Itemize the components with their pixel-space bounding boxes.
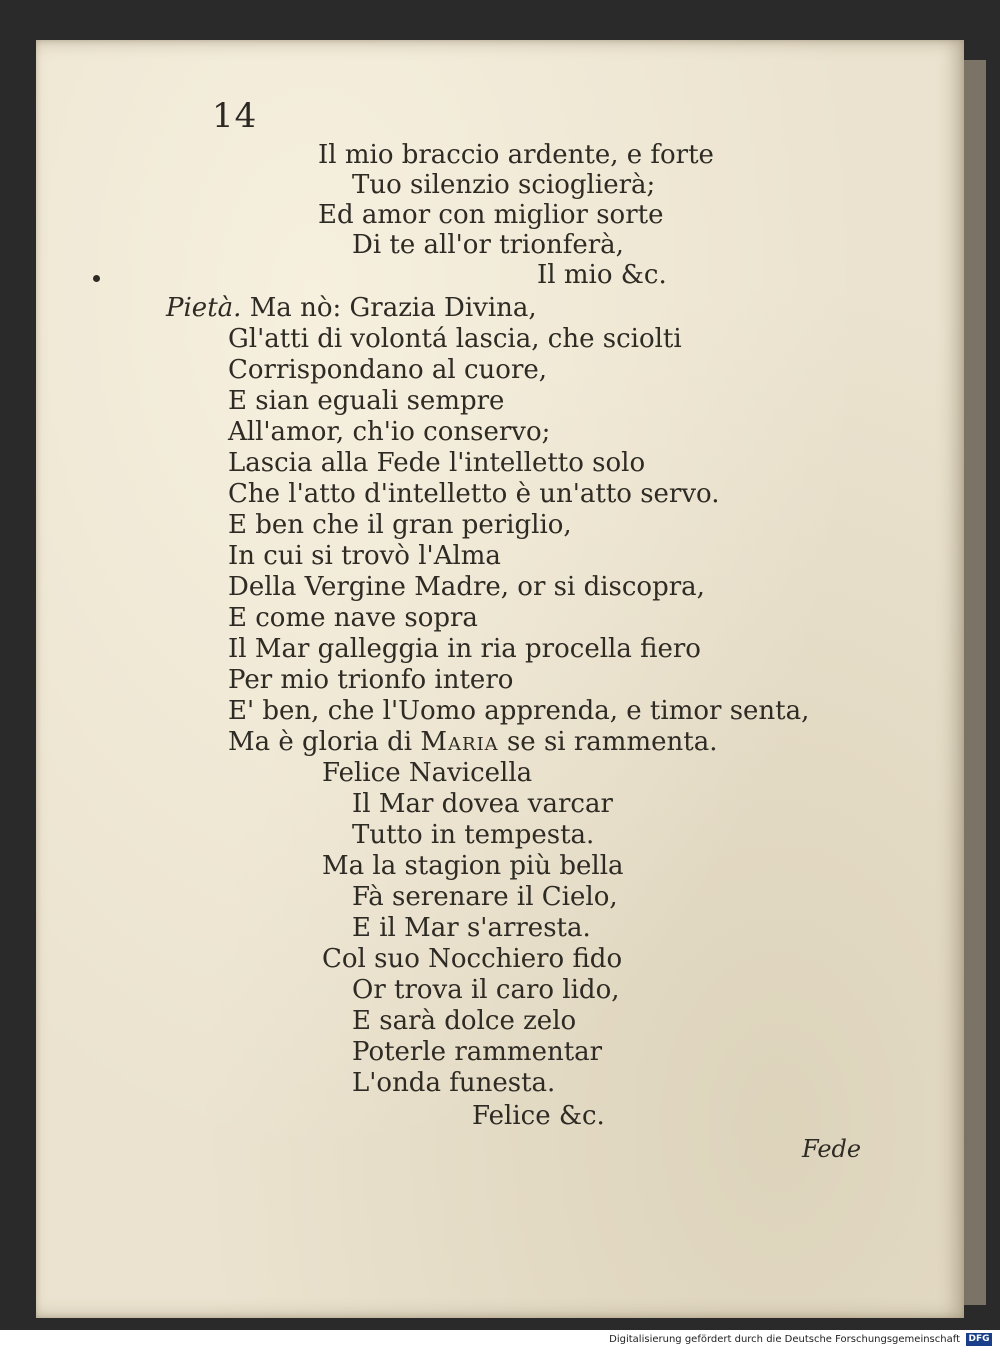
verse-text: Ma è gloria di xyxy=(228,727,413,757)
verse-line: Gl'atti di volontá lascia, che sciolti xyxy=(228,324,682,354)
next-page-edge xyxy=(964,60,986,1305)
ink-mark xyxy=(93,275,100,282)
verse-line: E ben che il gran periglio, xyxy=(228,510,572,540)
verse-line: Il mio &c. xyxy=(537,260,667,290)
aria-line: Il Mar dovea varcar xyxy=(352,789,613,819)
aria-line: Poterle rammentar xyxy=(352,1037,603,1067)
verse-line: Che l'atto d'intelletto è un'atto servo. xyxy=(228,479,720,509)
verse-line xyxy=(228,727,717,757)
aria-line: L'onda funesta. xyxy=(352,1068,556,1098)
aria-line: Col suo Nocchiero fido xyxy=(322,944,623,974)
verse-line: E come nave sopra xyxy=(228,603,478,633)
verse-line: Ed amor con miglior sorte xyxy=(318,200,664,230)
aria-line: E sarà dolce zelo xyxy=(352,1006,577,1036)
dfg-logo: DFG xyxy=(966,1333,992,1346)
aria-line: Felice Navicella xyxy=(322,758,533,788)
verse-line: E sian eguali sempre xyxy=(228,386,505,416)
verse-line: Di te all'or trionferà, xyxy=(352,230,624,260)
aria-line: Felice &c. xyxy=(472,1101,605,1131)
verse-line: Lascia alla Fede l'intelletto solo xyxy=(228,448,646,478)
verse-line: Della Vergine Madre, or si discopra, xyxy=(228,572,705,602)
speaker-name: Pietà. xyxy=(166,293,242,323)
speaker-line xyxy=(166,293,537,323)
verse-line: E' ben, che l'Uomo apprenda, e timor senta, xyxy=(228,696,810,726)
aria-line: E il Mar s'arresta. xyxy=(352,913,591,943)
verse-line: Per mio trionfo intero xyxy=(228,665,514,695)
aria-line: Ma la stagion più bella xyxy=(322,851,624,881)
verse-line: All'amor, ch'io conservo; xyxy=(228,417,551,447)
digitization-footer xyxy=(0,1330,1000,1351)
aria-line: Or trova il caro lido, xyxy=(352,975,620,1005)
catchword: Fede xyxy=(802,1135,862,1163)
verse-text: Ma nò: Grazia Divina, xyxy=(249,293,537,323)
funding-credit: Digitalisierung gefördert durch die Deutsche Forschungsgemeinschaft xyxy=(609,1334,960,1345)
verse-line: Il Mar galleggia in ria procella fiero xyxy=(228,634,701,664)
aria-line: Fà serenare il Cielo, xyxy=(352,882,618,912)
verse-line: Il mio braccio ardente, e forte xyxy=(318,140,714,170)
proper-name: Maria xyxy=(420,727,499,757)
verse-text: se si rammenta. xyxy=(506,727,718,757)
verse-line: Corrispondano al cuore, xyxy=(228,355,548,385)
aria-line: Tutto in tempesta. xyxy=(352,820,595,850)
page-number: 14 xyxy=(212,96,258,136)
verse-line: Tuo silenzio scioglierà; xyxy=(352,170,656,200)
verse-line: In cui si trovò l'Alma xyxy=(228,541,501,571)
